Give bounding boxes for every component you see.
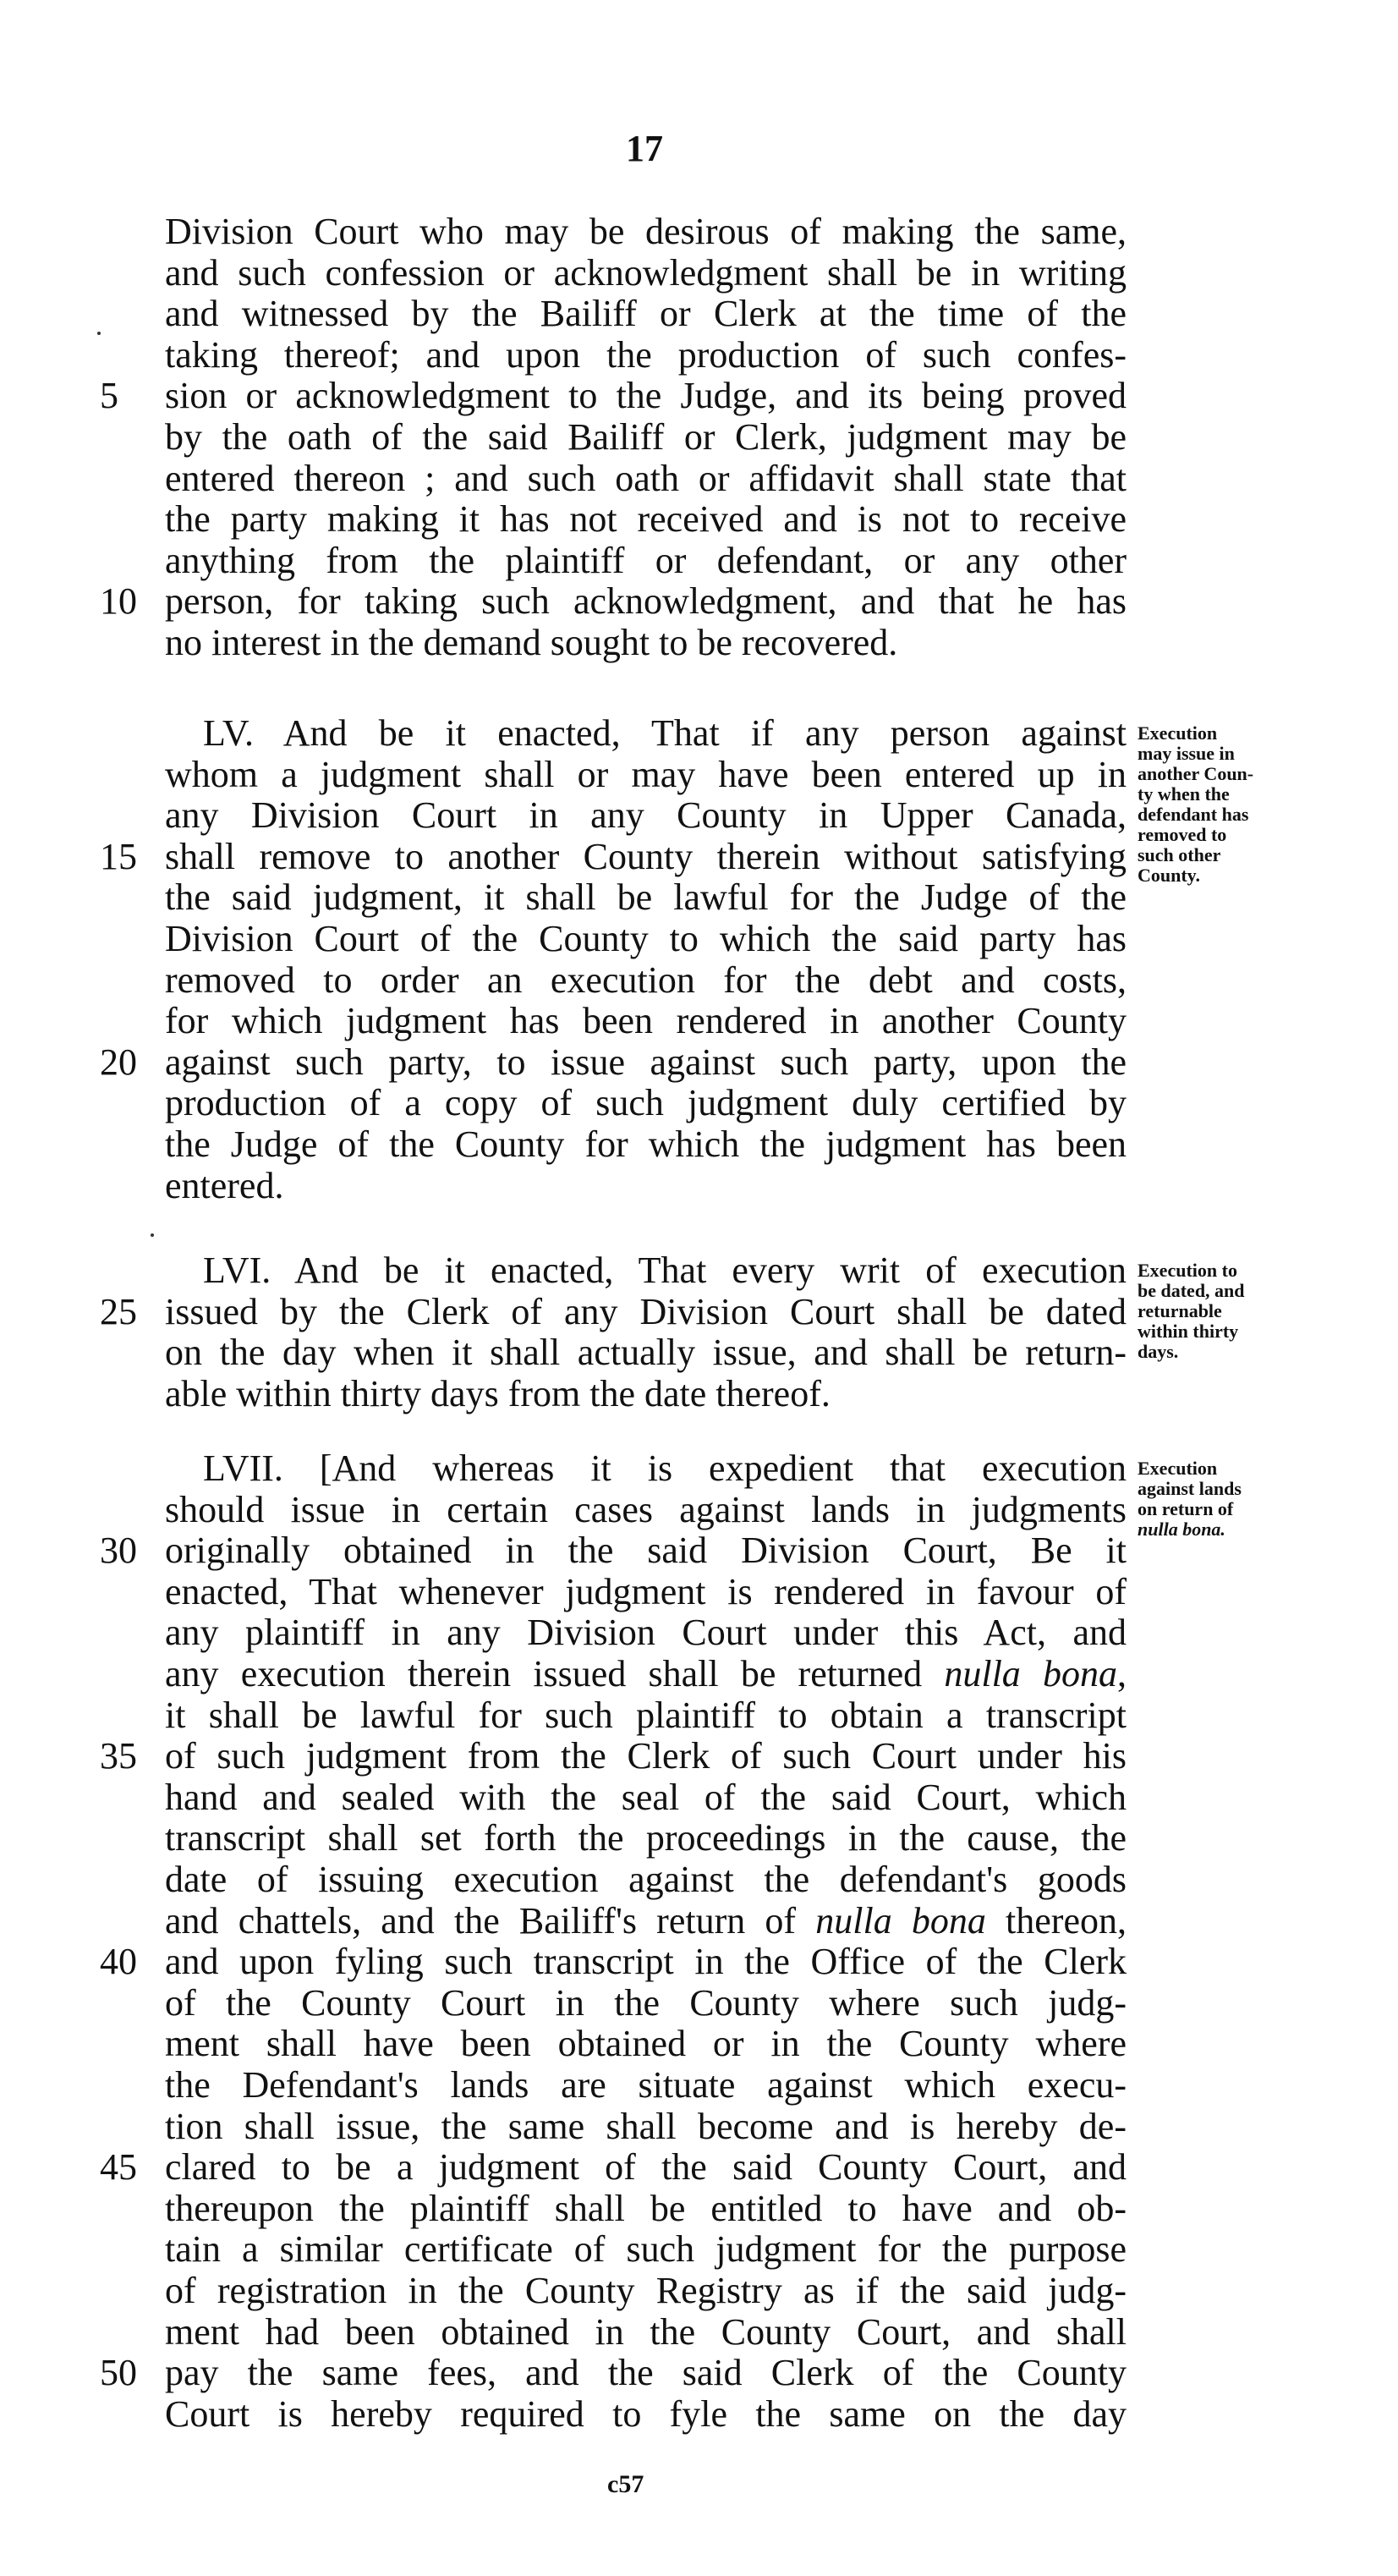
margin-note-line: such other [1138,844,1221,865]
text-line: any plaintiff in any Division Court under this Act, and [165,1612,1127,1654]
text-line: LVI. And be it enacted, That every writ of execution [203,1250,1127,1291]
line-number: 25 [100,1290,137,1332]
margin-note-line: may issue in [1138,743,1235,764]
line-number: 5 [100,375,118,417]
text-line: able within thirty days from the date thereof. [165,1372,831,1414]
text-line: date of issuing execution against the defendant's goods [165,1859,1127,1900]
text-line: for which judgment has been rendered in another County [165,1000,1127,1042]
text-line: tain a similar certificate of such judgment for the purpose [165,2228,1127,2271]
line-number: 30 [100,1530,137,1572]
margin-note-line: Execution [1138,722,1218,744]
margin-note-line: another Coun- [1138,763,1254,784]
text-line: of the County Court in the County where such judg- [165,1981,1127,2024]
line-number: 15 [100,835,137,877]
text-line: person, for taking such acknowledgment, and that he has [165,580,1127,623]
stray-mark [151,1233,154,1237]
text-line: and chattels, and the Bailiff's return of nulla bona thereon, [165,1899,1127,1942]
margin-note-line: Execution to [1138,1260,1237,1281]
text-line: whom a judgment shall or may have been entered up in [165,753,1127,795]
text-line: no interest in the demand sought to be recovered. [165,622,898,663]
text-line: hand and sealed with the seal of the said Court, which [165,1776,1127,1818]
text-line: and witnessed by the Bailiff or Clerk at the time of the [165,293,1127,335]
page-number: 17 [626,128,663,169]
line-number: 45 [100,2146,137,2189]
margin-note-line: defendant has [1138,804,1249,825]
text-line: transcript shall set forth the proceedings in the cause, the [165,1817,1127,1859]
italic-term: nulla bona [944,1653,1117,1694]
text-line: and upon fyling such transcript in the Office of the Clerk [165,1941,1127,1983]
margin-note-line: be dated, and [1138,1280,1245,1301]
text-line: LVII. [And whereas it is expedient that execution [203,1447,1127,1489]
text-line: clared to be a judgment of the said County Court, and [165,2146,1127,2189]
margin-note-line: ty when the [1138,783,1230,805]
text-line: on the day when it shall actually issue, and shall be return- [165,1332,1127,1374]
margin-note-line: Execution [1138,1458,1218,1479]
text-line: of such judgment from the Clerk of such Court under his [165,1735,1127,1777]
text-line: and such confession or acknowledgment shall be in writing [165,251,1127,294]
text-line: Court is hereby required to fyle the same on the day [165,2392,1127,2435]
text-line: tion shall issue, the same shall become and is hereby de- [165,2105,1127,2147]
text-line: the Defendant's lands are situate against which execu- [165,2064,1127,2106]
line-number: 35 [100,1735,137,1777]
text-line: production of a copy of such judgment duly certified by [165,1082,1127,1124]
margin-note-line: nulla bona. [1138,1519,1225,1540]
text-line: the party making it has not received and is not to receive [165,498,1127,541]
text-line: the said judgment, it shall be lawful for the Judge of the [165,876,1127,919]
text-line: pay the same fees, and the said Clerk of the County [165,2352,1127,2394]
text-line: against such party, to issue against such party, upon the [165,1041,1127,1083]
text-line: by the oath of the said Bailiff or Clerk, judgment may be [165,416,1127,458]
text-line: LV. And be it enacted, That if any person against [203,712,1127,754]
text-line: shall remove to another County therein without satisfying [165,835,1127,877]
line-number: 20 [100,1041,137,1083]
text-line: anything from the plaintiff or defendant, or any other [165,539,1127,581]
italic-term: nulla bona [815,1899,986,1942]
text-line: issued by the Clerk of any Division Court shall be dated [165,1290,1127,1332]
margin-note-line: days. [1138,1341,1179,1362]
margin-note-line: against lands [1138,1478,1242,1499]
text-line: ment shall have been obtained or in the County where [165,2023,1127,2065]
line-number: 10 [100,580,137,623]
text-line: Division Court of the County to which the said party has [165,918,1127,959]
signature-text: c57 [607,2470,644,2498]
text-line: any execution therein issued shall be returned nulla bona, [165,1653,1127,1694]
text-line: enacted, That whenever judgment is rendered in favour of [165,1570,1127,1612]
text-line: of registration in the County Registry as if the said judg- [165,2270,1127,2311]
text-line: any Division Court in any County in Upper Canada, [165,794,1127,837]
margin-note-line: on return of [1138,1498,1234,1519]
text-line: entered. [165,1164,284,1206]
text-line: should issue in certain cases against lands in judgments [165,1488,1127,1530]
printer-signature-mark [607,2470,644,2499]
margin-note-line: County. [1138,865,1200,886]
margin-note-line: within thirty [1138,1321,1239,1342]
text-line: entered thereon ; and such oath or affidavit shall state that [165,457,1127,499]
text-line: taking thereof; and upon the production of such confes- [165,333,1127,376]
text-line: Division Court who may be desirous of making the same, [165,211,1127,252]
text-line: the Judge of the County for which the judgment has been [165,1123,1127,1165]
text-line: sion or acknowledgment to the Judge, and its being proved [165,375,1127,417]
margin-note-line: removed to [1138,824,1227,845]
margin-note-line: returnable [1138,1300,1222,1321]
text-line: thereupon the plaintiff shall be entitled to have and ob- [165,2187,1127,2229]
text-line: removed to order an execution for the debt and costs, [165,958,1127,1001]
line-number: 50 [100,2352,137,2394]
stray-mark [97,332,101,335]
line-number: 40 [100,1941,137,1983]
text-line: ment had been obtained in the County Court, and shall [165,2310,1127,2353]
text-line: originally obtained in the said Division Court, Be it [165,1530,1127,1572]
text-line: it shall be lawful for such plaintiff to obtain a transcript [165,1694,1127,1736]
